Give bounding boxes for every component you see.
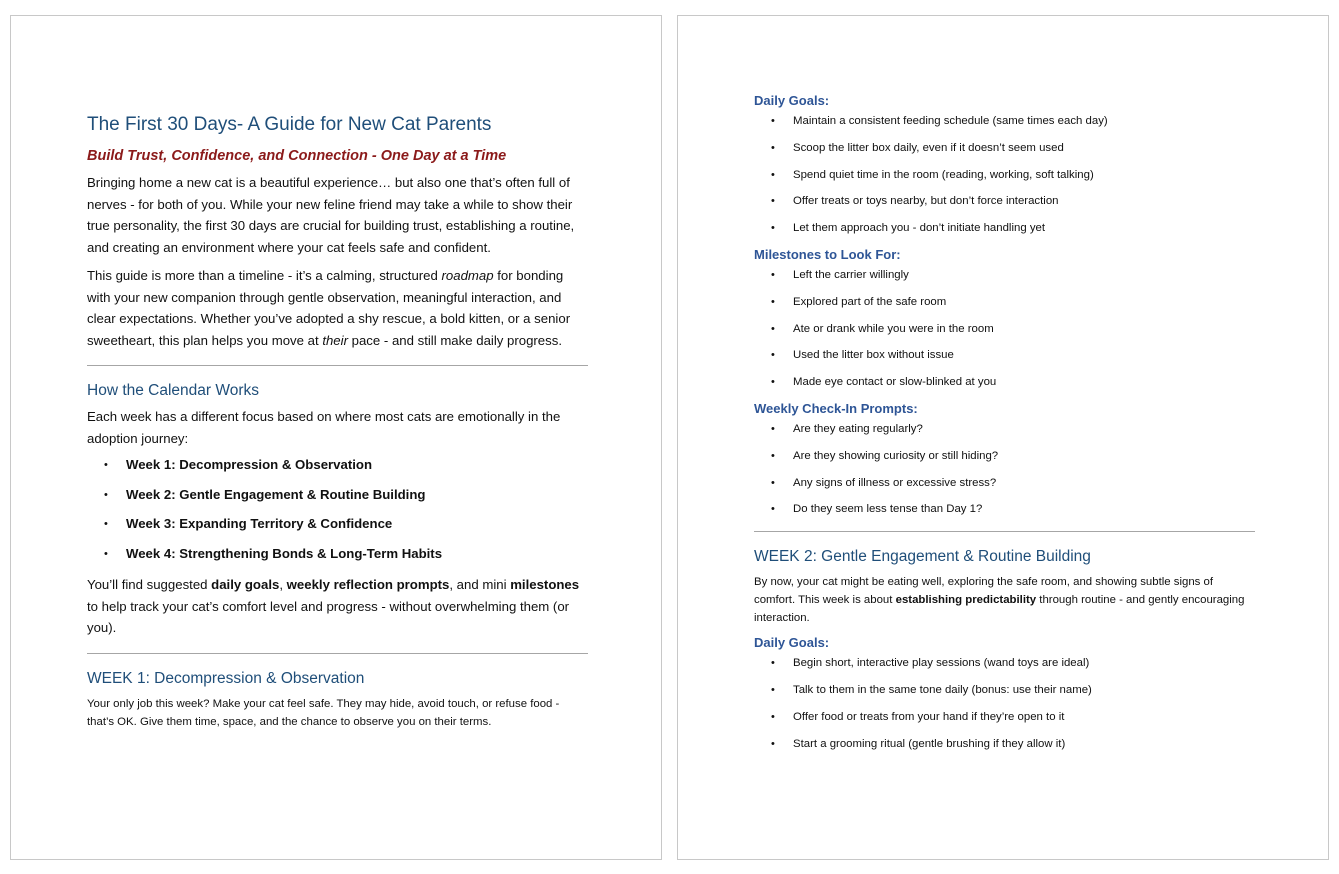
text-run: pace - and still make daily progress. xyxy=(347,332,562,348)
milestones-list xyxy=(754,267,1255,390)
text-run: for bonding with your new companion through gentle observation, meaningful interaction, and clear expectations. Whether you’ve adopted a shy rescue, a bold kitten, or a senior sweetheart, this plan helps you move at xyxy=(87,268,571,348)
list-item xyxy=(87,456,588,474)
weeks-list xyxy=(87,456,588,563)
list-item-text: Spend quiet time in the room (reading, working, soft talking) xyxy=(793,168,1094,181)
list-item-text: Week 1: Decompression & Observation xyxy=(126,457,373,472)
list-item xyxy=(754,140,1255,156)
bold-text: daily goals xyxy=(211,577,280,593)
emphasis-text: roadmap xyxy=(441,268,494,283)
list-item xyxy=(754,347,1255,363)
list-item xyxy=(87,545,588,563)
calendar-intro: Each week has a different focus based on where most cats are emotionally in the adoption journey: xyxy=(87,409,561,446)
list-item-text: Maintain a consistent feeding schedule (same times each day) xyxy=(793,115,1108,127)
bullet-icon: • xyxy=(104,488,108,501)
bullet-icon: • xyxy=(104,547,108,560)
list-item-text: Week 2: Gentle Engagement & Routine Building xyxy=(126,486,426,502)
text-run: By now, your cat might be eating well, exploring the safe room, and showing subtle signs of comfort. This week is about xyxy=(754,576,1214,607)
bullet-icon: • xyxy=(771,141,775,154)
section-divider xyxy=(754,531,1255,532)
document-title: The First 30 Days- A Guide for New Cat Parents xyxy=(87,114,492,135)
list-item-text: Talk to them in the same tone daily (bonus: use their name) xyxy=(793,684,1092,697)
text-run: You’ll find suggested xyxy=(87,577,212,593)
list-item-text: Scoop the litter box daily, even if it doesn’t seem used xyxy=(793,141,1064,154)
list-item xyxy=(754,267,1255,283)
list-item xyxy=(754,374,1255,390)
list-item xyxy=(754,167,1255,183)
bullet-icon: • xyxy=(771,222,775,235)
bold-text: weekly reflection prompts xyxy=(286,577,450,593)
bullet-icon: • xyxy=(771,295,775,308)
list-item xyxy=(754,475,1255,491)
week2-daily-goals-list xyxy=(754,655,1255,751)
bullet-icon: • xyxy=(771,422,775,435)
list-item xyxy=(754,682,1255,698)
daily-goals-list xyxy=(754,113,1255,236)
page-2-content xyxy=(754,93,1255,763)
list-item-text: Made eye contact or slow-blinked at you xyxy=(793,376,997,389)
list-item-text: Begin short, interactive play sessions (wand toys are ideal) xyxy=(793,657,1090,670)
list-item-text: Are they eating regularly? xyxy=(793,422,923,435)
list-item xyxy=(754,709,1255,725)
text-run: This guide is more than a timeline - it’s a calming, structured xyxy=(87,268,442,283)
list-item-text: Left the carrier willingly xyxy=(793,268,909,281)
bullet-icon: • xyxy=(104,518,108,531)
bullet-icon: • xyxy=(771,322,775,335)
emphasis-text: their xyxy=(322,332,348,348)
bullet-icon: • xyxy=(771,115,775,127)
calendar-heading: How the Calendar Works xyxy=(87,382,260,399)
list-item xyxy=(87,515,588,533)
milestones-heading: Milestones to Look For: xyxy=(754,246,901,262)
week2-intro xyxy=(754,573,1255,627)
week2-heading: WEEK 2: Gentle Engagement & Routine Building xyxy=(754,548,1091,566)
checkin-list xyxy=(754,421,1255,517)
document-page-2 xyxy=(677,15,1329,860)
bold-text: establishing predictability xyxy=(895,594,1037,607)
text-run: to help track your cat’s comfort level and progress - without overwhelming them (or you). xyxy=(87,598,570,636)
bullet-icon: • xyxy=(771,710,775,723)
list-item-text: Explored part of the safe room xyxy=(793,295,947,308)
daily-goals-heading: Daily Goals: xyxy=(754,93,830,108)
bullet-icon: • xyxy=(771,503,775,516)
list-item-text: Any signs of illness or excessive stress? xyxy=(793,476,997,489)
page-1-content xyxy=(87,114,588,739)
calendar-outro xyxy=(87,574,588,639)
document-subtitle: Build Trust, Confidence, and Connection - One Day at a Time xyxy=(87,148,507,164)
bullet-icon: • xyxy=(771,657,775,670)
bullet-icon: • xyxy=(771,737,775,750)
document-page-1 xyxy=(10,15,662,860)
list-item-text: Ate or drank while you were in the room xyxy=(793,322,994,335)
text-run: , and mini xyxy=(449,577,511,593)
list-item-text: Offer treats or toys nearby, but don’t force interaction xyxy=(793,195,1059,208)
week1-intro: Your only job this week? Make your cat feel safe. They may hide, avoid touch, or refuse food - that’s OK. Give them time, space, and the chance to observe you on their terms. xyxy=(87,697,560,728)
list-item xyxy=(754,193,1255,209)
intro-paragraph-1: Bringing home a new cat is a beautiful experience… but also one that’s often full of nerves - for both of you. While your new feline friend may take a while to show their true personality, the first 30 days are crucial for building trust, establishing a routine, and creating an environment where your cat feels safe and confident. xyxy=(87,175,575,255)
list-item-text: Week 3: Expanding Territory & Confidence xyxy=(126,516,393,532)
list-item-text: Let them approach you - don’t initiate handling yet xyxy=(793,222,1046,235)
intro-paragraph-2 xyxy=(87,265,588,351)
week1-heading: WEEK 1: Decompression & Observation xyxy=(87,669,365,687)
bullet-icon: • xyxy=(771,268,775,281)
bullet-icon: • xyxy=(104,459,108,471)
list-item xyxy=(87,486,588,504)
bullet-icon: • xyxy=(771,476,775,489)
list-item xyxy=(754,501,1255,517)
list-item-text: Used the litter box without issue xyxy=(793,349,954,362)
bold-text: milestones xyxy=(510,577,580,593)
list-item-text: Start a grooming ritual (gentle brushing if they allow it) xyxy=(793,737,1066,750)
text-run: , xyxy=(279,577,287,593)
section-divider xyxy=(87,653,588,654)
list-item-text: Do they seem less tense than Day 1? xyxy=(793,503,983,516)
bullet-icon: • xyxy=(771,168,775,181)
section-divider xyxy=(87,365,588,366)
checkin-heading: Weekly Check-In Prompts: xyxy=(754,400,918,416)
bullet-icon: • xyxy=(771,195,775,208)
list-item xyxy=(754,321,1255,337)
list-item xyxy=(754,736,1255,752)
bullet-icon: • xyxy=(771,684,775,697)
bullet-icon: • xyxy=(771,349,775,362)
bullet-icon: • xyxy=(771,376,775,389)
list-item xyxy=(754,220,1255,236)
list-item xyxy=(754,421,1255,437)
week2-daily-goals-heading: Daily Goals: xyxy=(754,635,830,651)
list-item-text: Week 4: Strengthening Bonds & Long-Term Habits xyxy=(126,545,443,561)
list-item xyxy=(754,655,1255,671)
list-item-text: Offer food or treats from your hand if they’re open to it xyxy=(793,710,1065,723)
bullet-icon: • xyxy=(771,449,775,462)
list-item xyxy=(754,448,1255,464)
text-run: through routine - and gently encouraging interaction. xyxy=(754,594,1245,625)
list-item xyxy=(754,113,1255,129)
list-item xyxy=(754,294,1255,310)
list-item-text: Are they showing curiosity or still hiding? xyxy=(793,449,999,462)
